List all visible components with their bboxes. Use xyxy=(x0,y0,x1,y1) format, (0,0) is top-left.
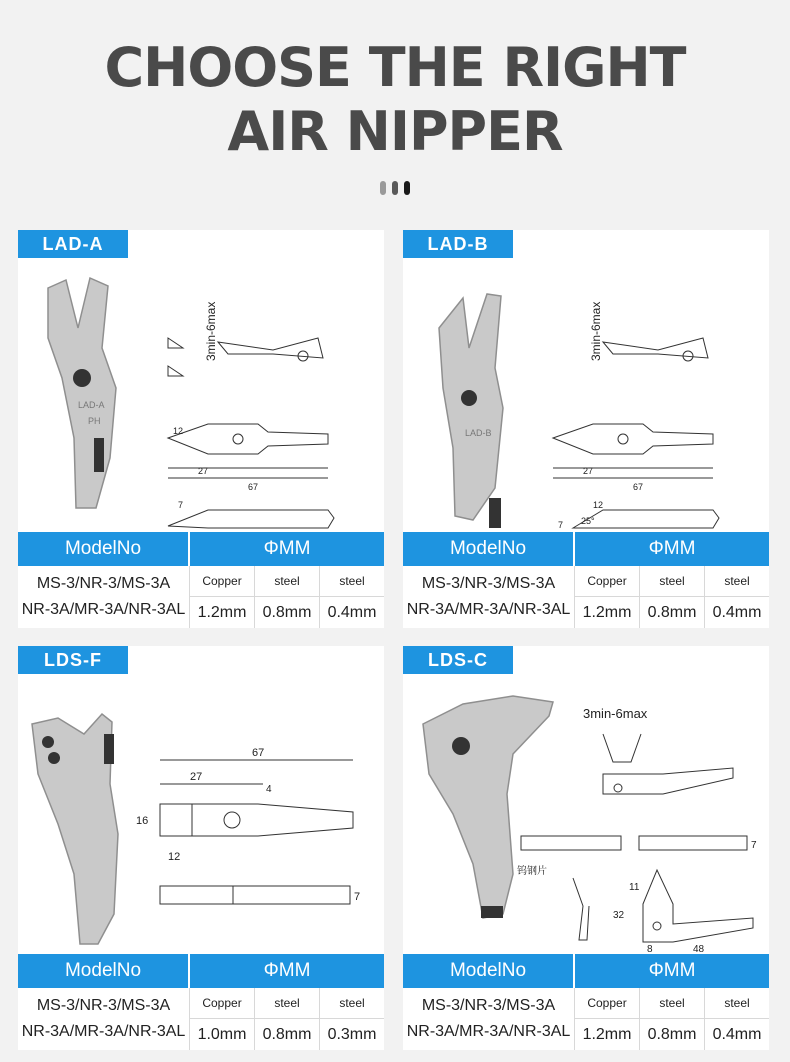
model-list xyxy=(403,988,575,1050)
diameter-cell: 0.8mm xyxy=(647,604,697,621)
nipper-photo xyxy=(439,294,503,528)
spec-table xyxy=(18,954,384,1050)
model-list xyxy=(18,566,190,628)
material-cell: steel xyxy=(320,988,384,1019)
diameter-cell: 0.4mm xyxy=(327,604,377,621)
model-line: NR-3A/MR-3A/NR-3AL xyxy=(21,601,186,618)
drawing-top xyxy=(589,302,708,361)
drawing-mid xyxy=(168,424,328,492)
model-line: MS-3/NR-3/MS-3A xyxy=(36,575,171,592)
card-label: LDS-C xyxy=(403,646,513,674)
model-header: ModelNo xyxy=(18,954,190,988)
material-cell: steel xyxy=(255,988,319,1019)
svg-text:67: 67 xyxy=(633,482,644,492)
svg-text:8: 8 xyxy=(647,944,653,954)
material-cell: Copper xyxy=(575,988,639,1019)
material-cell: Copper xyxy=(190,566,254,597)
dot-2 xyxy=(392,181,398,195)
svg-text:67: 67 xyxy=(248,482,259,492)
svg-text:25°: 25° xyxy=(581,516,595,526)
spec-table xyxy=(403,532,769,628)
model-line: NR-3A/MR-3A/NR-3AL xyxy=(21,1023,186,1040)
product-card-lad-b xyxy=(403,230,769,628)
svg-text:12: 12 xyxy=(593,500,604,510)
svg-text:27: 27 xyxy=(198,466,209,476)
svg-text:7: 7 xyxy=(354,891,361,903)
model-line: MS-3/NR-3/MS-3A xyxy=(36,997,171,1014)
svg-text:48: 48 xyxy=(693,944,705,954)
card-label: LAD-A xyxy=(18,230,128,258)
svg-text:钨钢片: 钨钢片 xyxy=(517,866,547,877)
svg-text:27: 27 xyxy=(583,466,594,476)
lds-c-illustration xyxy=(403,674,769,954)
card-label: LDS-F xyxy=(18,646,128,674)
drawing-bottom xyxy=(517,864,753,954)
diameter-cell: 0.8mm xyxy=(262,1026,312,1043)
material-cell: steel xyxy=(705,566,769,597)
card-label: LAD-B xyxy=(403,230,513,258)
material-cell: Copper xyxy=(190,988,254,1019)
model-header: ModelNo xyxy=(403,532,575,566)
svg-text:PH: PH xyxy=(88,416,101,426)
svg-text:3min-6max: 3min-6max xyxy=(204,301,218,361)
lad-a-illustration xyxy=(18,258,384,532)
nipper-photo xyxy=(423,696,553,918)
model-line: MS-3/NR-3/MS-3A xyxy=(421,575,556,592)
svg-text:12: 12 xyxy=(168,851,181,863)
dot-1 xyxy=(380,181,386,195)
drawing-top xyxy=(583,706,733,794)
diameter-cell: 1.2mm xyxy=(197,604,247,621)
nipper-photo xyxy=(48,278,116,508)
svg-text:16: 16 xyxy=(136,815,149,827)
model-list xyxy=(403,566,575,628)
drawing-top xyxy=(136,747,353,863)
material-cell: steel xyxy=(255,566,319,597)
svg-text:7: 7 xyxy=(751,840,757,851)
product-card-lad-a xyxy=(18,230,384,628)
model-list xyxy=(18,988,190,1050)
material-cell: steel xyxy=(705,988,769,1019)
spec-table xyxy=(403,954,769,1050)
spec-table xyxy=(18,532,384,628)
svg-text:7: 7 xyxy=(558,520,564,530)
drawing-side xyxy=(168,500,334,528)
drawing-side xyxy=(558,500,719,530)
product-card-lds-f xyxy=(18,646,384,1050)
material-cell: steel xyxy=(320,566,384,597)
diameter-cell: 0.3mm xyxy=(327,1026,377,1043)
diameter-cell: 0.4mm xyxy=(712,604,762,621)
lad-b-illustration xyxy=(403,258,769,532)
mm-header: ΦMM xyxy=(575,532,769,566)
nipper-photo xyxy=(32,714,118,944)
svg-text:7: 7 xyxy=(178,500,184,510)
drawing-side xyxy=(160,886,360,904)
diameter-cell: 1.2mm xyxy=(582,1026,632,1043)
model-line: NR-3A/MR-3A/NR-3AL xyxy=(406,1023,571,1040)
lds-f-illustration xyxy=(18,674,384,954)
mm-header: ΦMM xyxy=(575,954,769,988)
title-line-2: AIR NIPPER xyxy=(227,100,563,163)
svg-text:LAD-A: LAD-A xyxy=(78,400,105,410)
model-header: ModelNo xyxy=(18,532,190,566)
product-card-lds-c xyxy=(403,646,769,1050)
svg-text:11: 11 xyxy=(629,882,640,893)
model-line: MS-3/NR-3/MS-3A xyxy=(421,997,556,1014)
material-cell: steel xyxy=(640,988,704,1019)
diameter-cell: 0.8mm xyxy=(262,604,312,621)
diameter-cell: 0.4mm xyxy=(712,1026,762,1043)
diameter-cell: 1.0mm xyxy=(197,1026,247,1043)
drawing-strips xyxy=(521,836,757,851)
svg-text:3min-6max: 3min-6max xyxy=(583,706,648,721)
material-cell: Copper xyxy=(575,566,639,597)
model-line: NR-3A/MR-3A/NR-3AL xyxy=(406,601,571,618)
title-line-1: CHOOSE THE RIGHT xyxy=(104,36,686,99)
svg-text:LAD-B: LAD-B xyxy=(465,428,492,438)
drawing-top xyxy=(168,302,323,376)
page-title xyxy=(0,36,790,164)
drawing-mid xyxy=(553,424,713,492)
divider-dots xyxy=(0,181,790,195)
svg-text:3min-6max: 3min-6max xyxy=(589,301,603,361)
mm-header: ΦMM xyxy=(190,532,384,566)
svg-text:4: 4 xyxy=(266,784,272,795)
mm-header: ΦMM xyxy=(190,954,384,988)
svg-text:12: 12 xyxy=(173,426,184,436)
svg-text:27: 27 xyxy=(190,771,203,783)
model-header: ModelNo xyxy=(403,954,575,988)
diameter-cell: 1.2mm xyxy=(582,604,632,621)
dot-3 xyxy=(404,181,410,195)
svg-text:67: 67 xyxy=(252,747,265,759)
material-cell: steel xyxy=(640,566,704,597)
diameter-cell: 0.8mm xyxy=(647,1026,697,1043)
svg-text:32: 32 xyxy=(613,910,625,921)
